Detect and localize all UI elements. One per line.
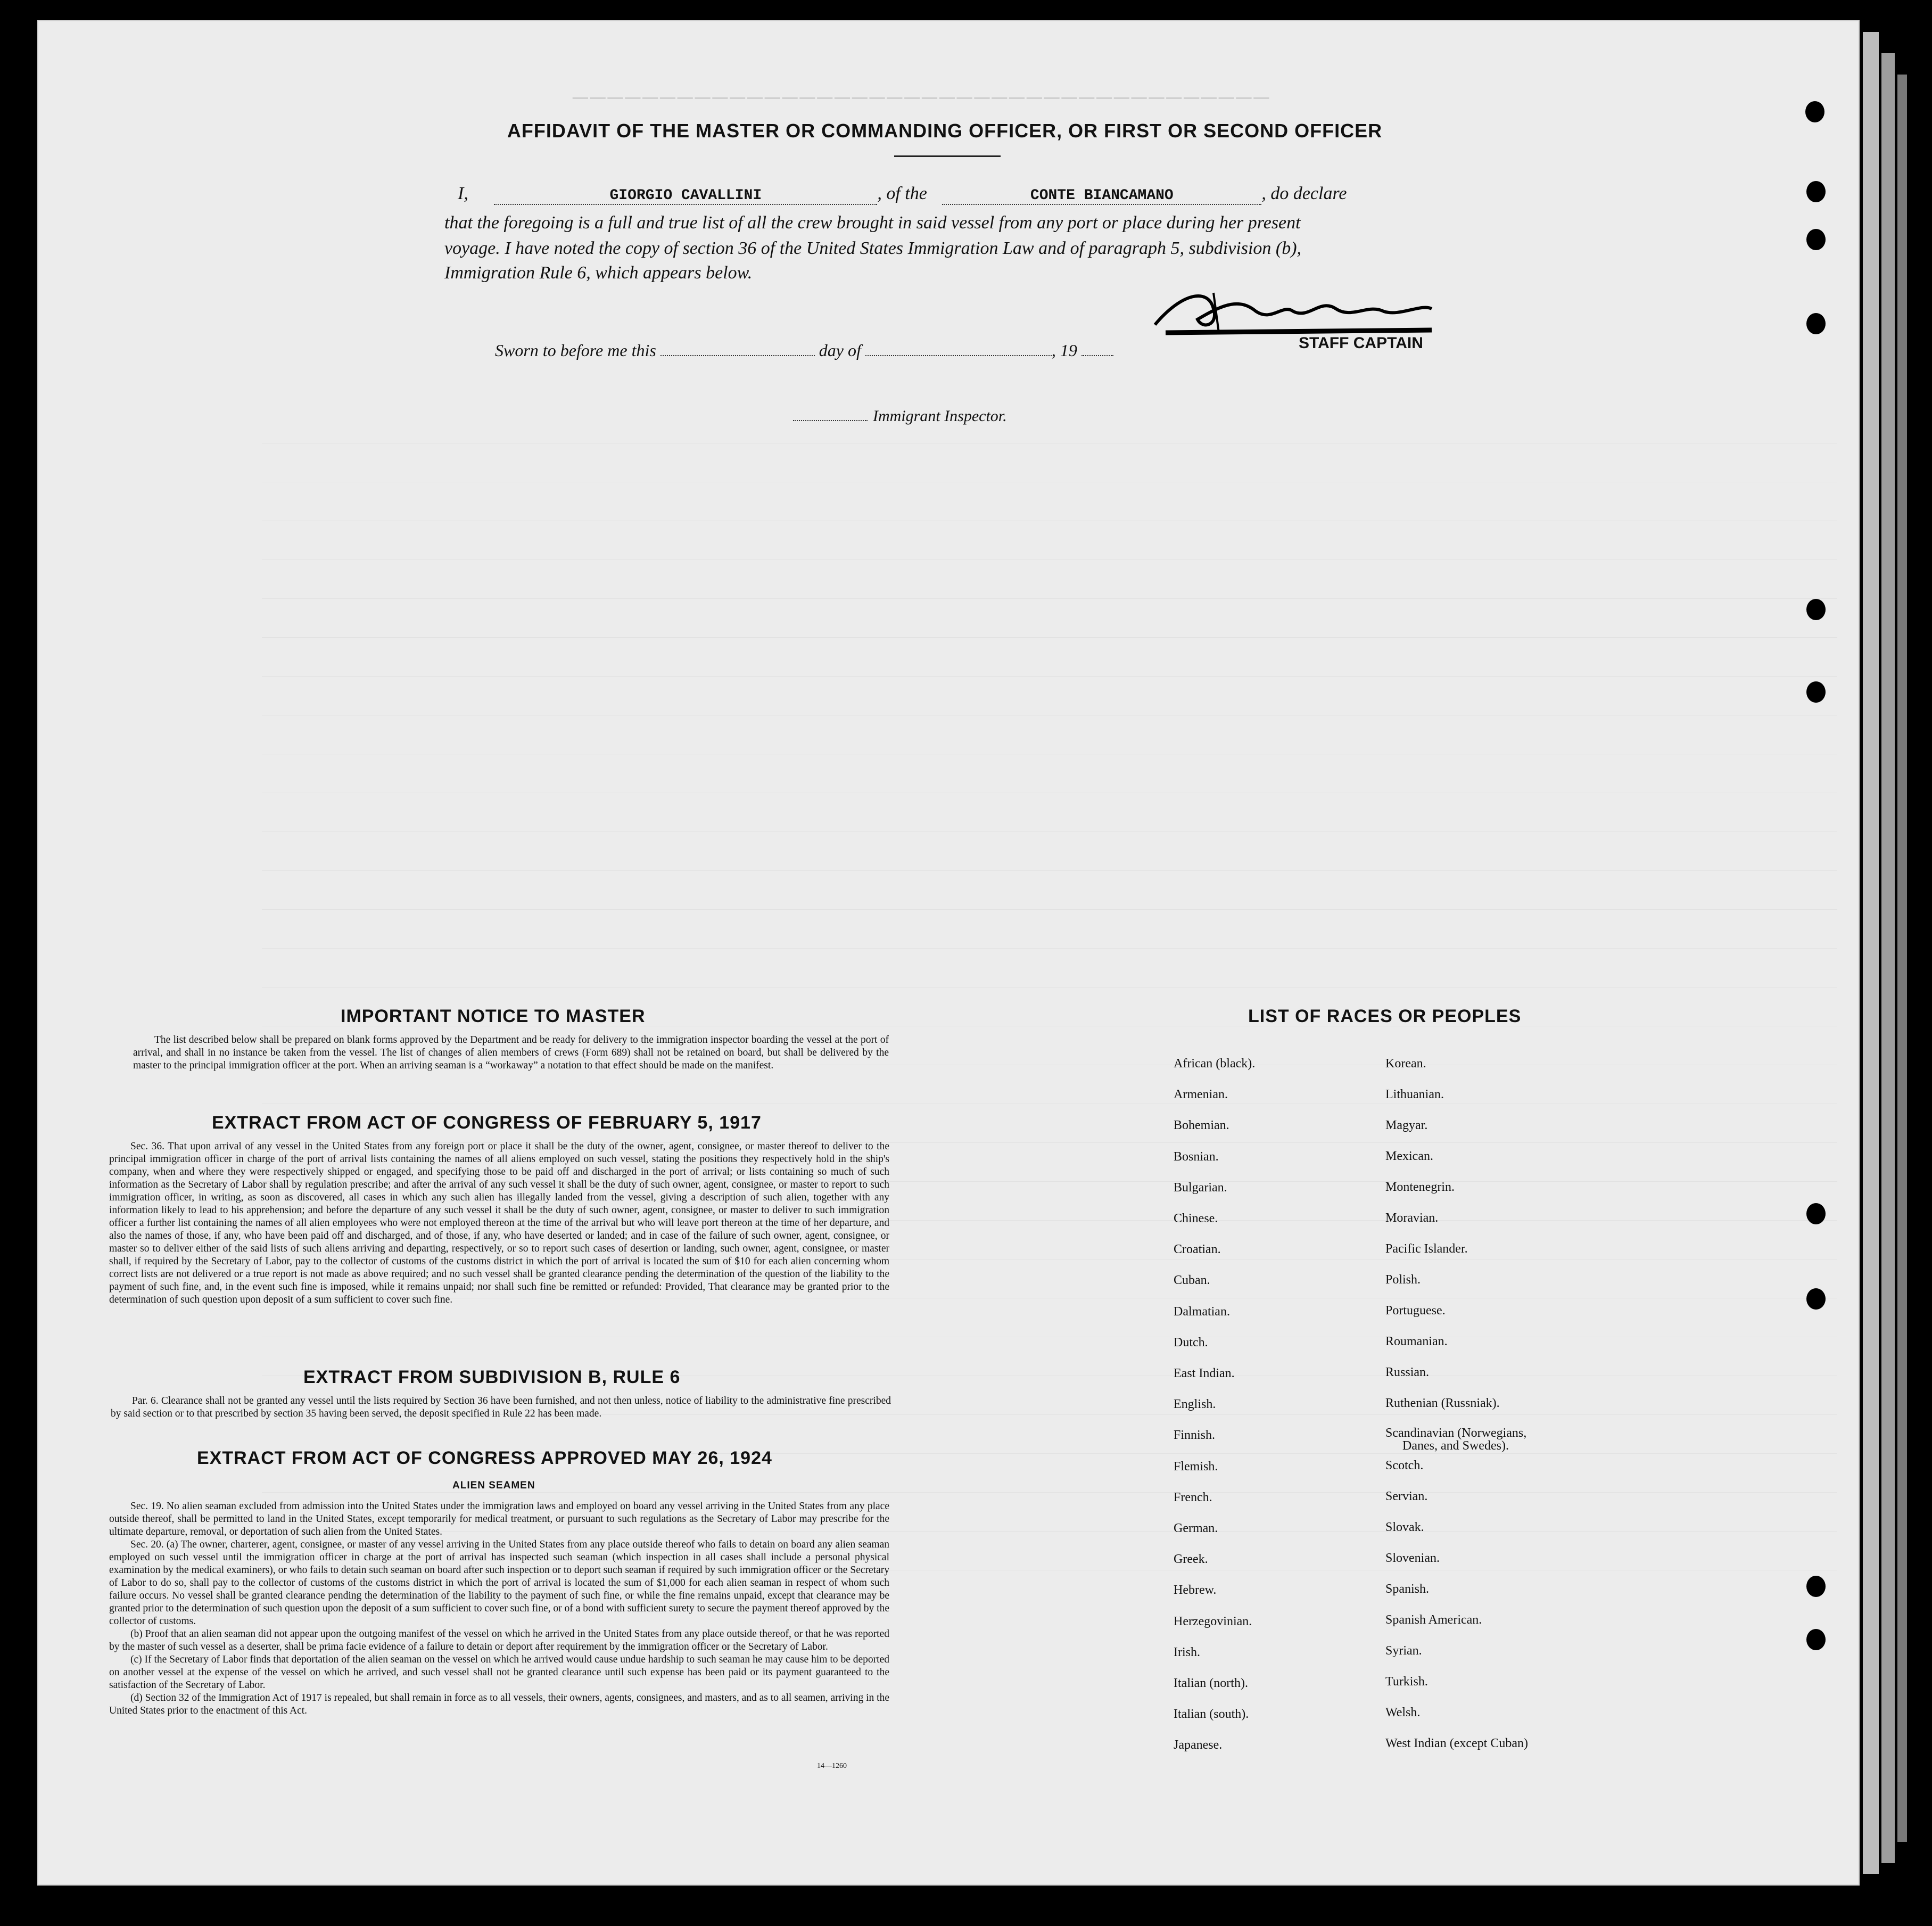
- sworn-year-field: [1081, 355, 1113, 356]
- year-text: , 19: [1051, 341, 1077, 360]
- bleed-through-row: [262, 677, 1837, 715]
- sworn-line: [495, 341, 1113, 360]
- par-6-paragraph: Par. 6. Clearance shall not be granted any vessel until the lists required by Section 36 have been furnished, and not then unless, notice of liability to the administrative fine prescribed by said section or to that prescribed by section 35 having been served, the deposit specified in Rule 22 has been made.: [111, 1395, 891, 1419]
- race-item: Slovak.: [1385, 1520, 1424, 1534]
- affidavit-i: I,: [458, 184, 468, 203]
- race-item: English.: [1174, 1397, 1216, 1412]
- race-item: Scandinavian (Norwegians,: [1385, 1426, 1527, 1440]
- race-item: Greek.: [1174, 1552, 1208, 1567]
- race-item: Scotch.: [1385, 1459, 1424, 1472]
- affidavit-line-2: that the foregoing is a full and true list of all the crew brought in said vessel from any port or place during her present: [444, 213, 1301, 233]
- affidavit-line-1: [458, 184, 1347, 205]
- race-item: Spanish American.: [1385, 1613, 1482, 1627]
- race-item: Syrian.: [1385, 1644, 1422, 1658]
- sec-19-paragraph: Sec. 19. No alien seaman excluded from admission into the United States under the immigration laws and employed on board any vessel arriving in the United States from any place outside thereof, shall be permitted to land in the United States, except temporarily for medical treatment, or pursuant to such regulations as the Secretary of Labor may prescribe for the ultimate departure, removal, or deportation of such alien from the United States.: [109, 1501, 889, 1537]
- race-item: Portuguese.: [1385, 1304, 1446, 1318]
- race-item: Ruthenian (Russniak).: [1385, 1396, 1500, 1410]
- punch-hole: [1806, 599, 1826, 620]
- captain-signature: [1134, 282, 1453, 341]
- race-item: Flemish.: [1174, 1459, 1218, 1474]
- extract-rule6-text: [111, 1395, 891, 1420]
- punch-hole: [1806, 1288, 1826, 1310]
- bleed-through-row: [262, 521, 1837, 560]
- race-item: Cuban.: [1174, 1273, 1210, 1288]
- sec-20c-paragraph: (c) If the Secretary of Labor finds that deportation of the alien seaman on the vessel on which he arrived would cause undue hardship to such seaman he may cause him to be deported on another vessel at the expense of the vessel on which he arrived, and such vessel shall not be granted clearance until such expense has been paid or its payment guaranteed to the satisfaction of the Secretary of Labor.: [109, 1654, 889, 1691]
- sworn-text: Sworn to before me this: [495, 341, 656, 360]
- bleed-through-row: [262, 832, 1837, 871]
- race-item: Japanese.: [1174, 1738, 1223, 1752]
- race-item: Chinese.: [1174, 1212, 1218, 1225]
- bleed-through-row: [262, 754, 1837, 793]
- bleed-through-row: [262, 638, 1837, 677]
- race-item: Welsh.: [1385, 1706, 1421, 1719]
- bleed-through-row: [262, 793, 1837, 832]
- race-item: Servian.: [1385, 1489, 1428, 1503]
- race-item: Roumanian.: [1385, 1335, 1448, 1348]
- sworn-month-field: [865, 355, 1052, 356]
- page-edge: [1881, 53, 1895, 1863]
- sec-20a-paragraph: Sec. 20. (a) The owner, charterer, agent, consignee, or master of any vessel arriving in the United States from any place outside thereof who fails to detain on board any alien seaman employed on such vessel until the immigration officer in charge at the port of arrival has inspected such seaman (which inspection in all cases shall include a personal physical examination by the medical examiners), or who fails to detain such seaman on board after such inspection or to deport such seaman if required by such immigration officer or the Secretary of Labor to do so, shall pay to the collector of customs of the customs district in which the port of arrival is located the sum of $1,000 for each alien seaman in respect of whom such failure occurs. No vessel shall be granted clearance pending the determination of the liability to the payment of such fine, or while the fine remains unpaid, except that clearance may be granted prior to the determination of such question upon the deposit of a sum sufficient to cover such fine, or of a bond with sufficient surety to secure the payment thereof approved by the collector of customs.: [109, 1539, 889, 1627]
- inspector-signature-field: [793, 420, 868, 421]
- race-item: Magyar.: [1385, 1118, 1428, 1132]
- of-the-text: , of the: [877, 184, 927, 203]
- race-item: Herzegovinian.: [1174, 1614, 1252, 1628]
- bleed-through-row: [262, 443, 1837, 482]
- signer-title: STAFF CAPTAIN: [1299, 334, 1423, 352]
- race-item: Korean.: [1385, 1057, 1426, 1071]
- bleed-through-row: [262, 949, 1837, 987]
- race-item: Hebrew.: [1174, 1583, 1217, 1598]
- bleed-through-row: [262, 405, 1837, 443]
- race-item: Bulgarian.: [1174, 1180, 1227, 1195]
- race-item: Dutch.: [1174, 1335, 1208, 1349]
- race-item: Italian (north).: [1174, 1676, 1248, 1690]
- race-item: Pacific Islander.: [1385, 1242, 1468, 1256]
- notice-paragraph: The list described below shall be prepared on blank forms approved by the Department and be ready for delivery to the immigration inspector boarding the vessel at the port of arrival, and shall in no instance be taken from the vessel. The list of changes of alien members of crews (Form 689) shall not be retained on board, but shall be delivered by the master to the principal immigration officer at the port. When an arriving seaman is a “workaway” a notation to that effect should be made on the manifest.: [133, 1034, 889, 1071]
- notice-heading: IMPORTANT NOTICE TO MASTER: [341, 1006, 646, 1026]
- page-edge: [1863, 32, 1879, 1874]
- race-item: Dalmatian.: [1174, 1304, 1230, 1319]
- sec-20d-paragraph: (d) Section 32 of the Immigration Act of 1917 is repealed, but shall remain in force as to all vessels, their owners, agents, consignees, and masters, and as to all seamen, arriving in the United States prior to the enactment of this Act.: [109, 1692, 889, 1716]
- race-item: Mexican.: [1385, 1149, 1433, 1163]
- bleed-through-row: [262, 599, 1837, 638]
- race-item: French.: [1174, 1490, 1212, 1504]
- sworn-day-field: [660, 355, 815, 356]
- punch-hole: [1806, 681, 1826, 703]
- punch-hole: [1806, 181, 1826, 202]
- race-item: West Indian (except Cuban): [1385, 1736, 1528, 1750]
- inspector-line: [793, 407, 1007, 425]
- race-item: Lithuanian.: [1385, 1088, 1444, 1101]
- form-number: 14—1260: [817, 1762, 847, 1770]
- section-36-paragraph: Sec. 36. That upon arrival of any vessel in the United States from any foreign port or place it shall be the duty of the owner, agent, consignee, or master thereof to deliver to the principal immigration officer in charge of the port of arrival lists containing the names of all aliens employed on such vessel, stating the positions they respectively hold in the ship's company, when and where they were respectively shipped or engaged, and specifying those to be paid off and discharged in the port of arrival; or lists containing so much of such information as the Secretary of Labor shall by regulation prescribe; and after the arrival of any such vessel it shall be the duty of such owner, agent, consignee, or master to report to such immigration officer, in writing, as soon as discovered, all cases in which any such alien has illegally landed from the vessel, giving a description of such alien, together with any information likely to lead to his apprehension; and before the departure of any such vessel it shall be the duty of such owner, agent, consignee, or master to deliver to such immigration officer a further list containing the names of all alien employees who were not employed thereon at the time of the arrival but who will leave port thereon at the time of her departure, and also the names of those, if any, who have been paid off and discharged, and of those, if any, who have deserted or landed; and in case of the failure of such owner, agent, consignee, or master so to deliver either of the said lists of such aliens arriving and departing, respectively, or so to report such cases of desertion or landing, such owner, agent, consignee, or master shall, if required by the Secretary of Labor, pay to the collector of customs of the customs district in which the port of arrival is located the sum of $10 for each alien concerning whom correct lists are not delivered or a true report is not made as above required; and no such vessel shall be granted clearance pending the determination of the question of the liability to the payment of such fine, and, in the event such fine is imposed, while it remains unpaid; nor shall such fine be remitted or refunded: Provided, That clearance may be granted prior to the determination of such question upon deposit of a sum sufficient to cover such fine.: [109, 1141, 889, 1305]
- race-item: Spanish.: [1385, 1582, 1430, 1596]
- bleed-through-header: ────────────────────────────────────────: [571, 85, 1269, 114]
- race-item: Finnish.: [1174, 1428, 1216, 1443]
- extract-1924-text: [109, 1500, 889, 1717]
- title-rule: [894, 155, 1001, 157]
- race-item: Moravian.: [1385, 1211, 1439, 1225]
- race-item: African (black).: [1174, 1057, 1256, 1071]
- page-edge: [1897, 75, 1907, 1842]
- notice-text: [133, 1034, 889, 1072]
- race-item: Armenian.: [1174, 1088, 1228, 1102]
- extract-1917-heading: EXTRACT FROM ACT OF CONGRESS OF FEBRUARY 5, 1917: [212, 1113, 762, 1133]
- punch-hole: [1806, 229, 1826, 250]
- punch-hole: [1805, 101, 1824, 122]
- race-item: Bohemian.: [1174, 1118, 1229, 1133]
- punch-hole: [1806, 313, 1826, 334]
- race-item: Bosnian.: [1174, 1149, 1219, 1164]
- inspector-label: Immigrant Inspector.: [873, 407, 1007, 425]
- master-name-field: GIORGIO CAVALLINI: [494, 187, 877, 205]
- race-item: Russian.: [1385, 1365, 1430, 1379]
- bleed-through-row: [262, 482, 1837, 521]
- race-item: Montenegrin.: [1385, 1180, 1455, 1194]
- bleed-through-row: [262, 871, 1837, 910]
- race-item: Croatian.: [1174, 1242, 1221, 1257]
- race-item: German.: [1174, 1521, 1218, 1535]
- race-item: Italian (south).: [1174, 1707, 1249, 1722]
- bleed-through-row: [262, 560, 1837, 599]
- bleed-through-row: [262, 715, 1837, 754]
- race-item: Danes, and Swedes).: [1402, 1439, 1509, 1453]
- race-item: Irish.: [1174, 1645, 1200, 1659]
- affidavit-line-3: voyage. I have noted the copy of section 36 of the United States Immigration Law and of paragraph 5, subdivision (b),: [444, 238, 1302, 258]
- alien-seamen-subheading: ALIEN SEAMEN: [452, 1480, 535, 1491]
- sec-20b-paragraph: (b) Proof that an alien seaman did not appear upon the outgoing manifest of the vessel on which he arrived in the United States from any place outside thereof, or that he was reported by the master of such vessel as a deserter, shall be prima facie evidence of a failure to detain or deport after requirement by the immigration officer or the Secretary of Labor.: [109, 1628, 889, 1652]
- affidavit-title: AFFIDAVIT OF THE MASTER OR COMMANDING OFFICER, OR FIRST OR SECOND OFFICER: [507, 120, 1383, 142]
- punch-hole: [1806, 1576, 1826, 1597]
- affidavit-line-4: Immigration Rule 6, which appears below.: [444, 263, 753, 283]
- race-item: Turkish.: [1385, 1675, 1428, 1689]
- extract-1917-text: [109, 1140, 889, 1306]
- punch-hole: [1806, 1203, 1826, 1224]
- races-heading: LIST OF RACES OR PEOPLES: [1248, 1006, 1522, 1026]
- extract-1924-heading: EXTRACT FROM ACT OF CONGRESS APPROVED MAY 26, 1924: [197, 1448, 772, 1468]
- do-declare-text: , do declare: [1261, 184, 1347, 203]
- race-item: Polish.: [1385, 1273, 1421, 1287]
- punch-hole: [1806, 1629, 1826, 1650]
- day-of-text: day of: [819, 341, 861, 360]
- vessel-name-field: CONTE BIANCAMANO: [942, 187, 1261, 205]
- extract-rule6-heading: EXTRACT FROM SUBDIVISION B, RULE 6: [303, 1367, 681, 1387]
- bleed-through-row: [262, 910, 1837, 949]
- race-item: Slovenian.: [1385, 1551, 1440, 1565]
- race-item: East Indian.: [1174, 1367, 1235, 1380]
